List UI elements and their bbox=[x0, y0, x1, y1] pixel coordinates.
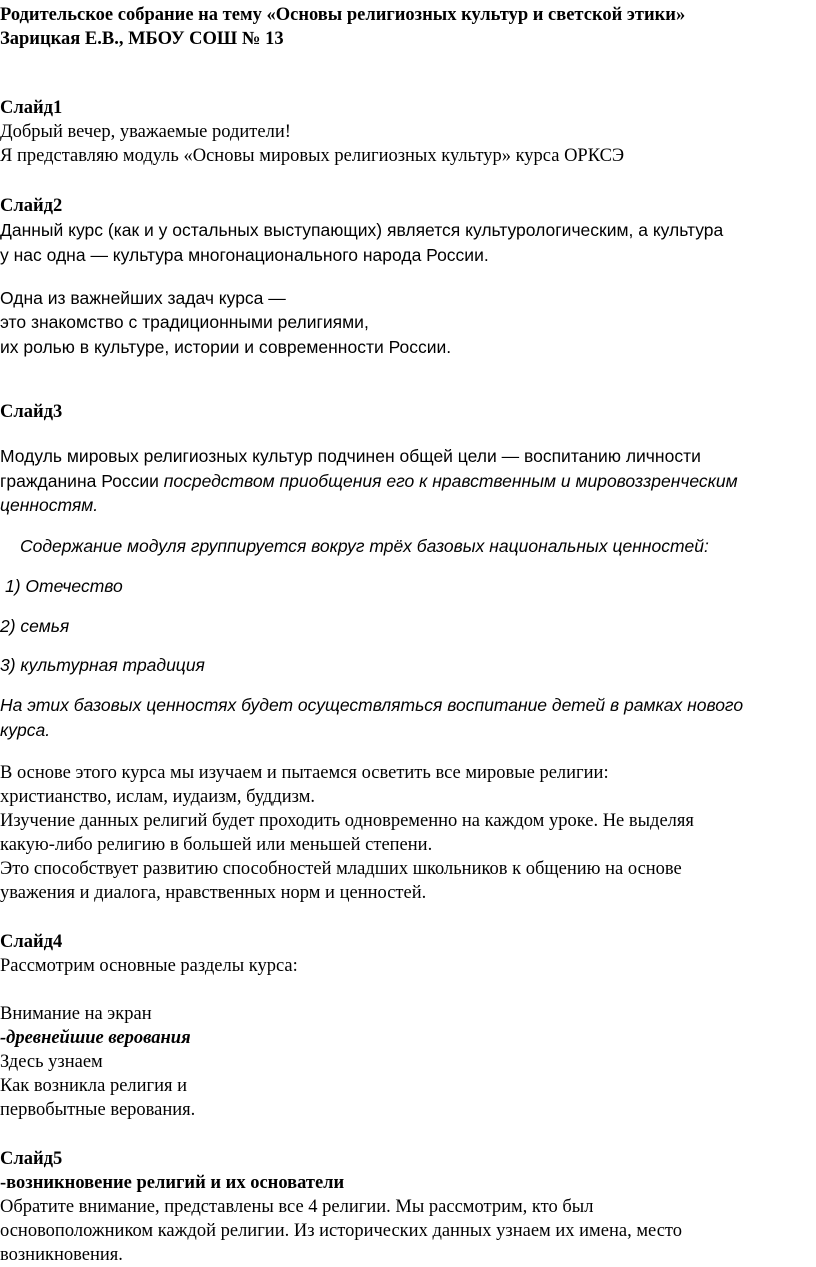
slide3-list-item: 1) Отечество bbox=[5, 576, 123, 596]
slide4-text-line: первобытные верования. bbox=[0, 1100, 196, 1120]
slide3-values-intro: Содержание модуля группируется вокруг трёх базовых национальных ценностей: bbox=[20, 536, 709, 556]
slide3-text-line: уважения и диалога, нравственных норм и ценностей. bbox=[0, 883, 427, 903]
slide4-text-line: Как возникла религия и bbox=[0, 1076, 188, 1096]
slide3-text-line: На этих базовых ценностях будет осуществляться воспитание детей в рамках нового bbox=[0, 695, 744, 715]
slide3-text-line: ценностям. bbox=[0, 495, 99, 515]
slide4-section-title: -древнейшие верования bbox=[0, 1028, 191, 1048]
slide2-text-line: это знакомство с традиционными религиями, bbox=[0, 312, 369, 332]
document-title-line-2: Зарицкая Е.В., МБОУ СОШ № 13 bbox=[0, 29, 284, 49]
slide2-text-line: их ролью в культуре, истории и современности России. bbox=[0, 337, 452, 357]
document-title-line-1: Родительское собрание на тему «Основы религиозных культур и светской этики» bbox=[0, 5, 686, 25]
slide2-heading: Слайд2 bbox=[0, 196, 63, 216]
slide3-text-line: Это способствует развитию способностей младших школьников к общению на основе bbox=[0, 859, 682, 879]
slide4-heading: Слайд4 bbox=[0, 932, 63, 952]
slide4-text-line: Внимание на экран bbox=[0, 1004, 152, 1024]
slide3-list-item: 2) семья bbox=[0, 616, 70, 636]
slide5-text-line: возникновения. bbox=[0, 1245, 123, 1265]
slide3-text-line: Изучение данных религий будет проходить одновременно на каждом уроке. Не выделяя bbox=[0, 811, 694, 831]
slide3-list-item: 3) культурная традиция bbox=[0, 655, 205, 675]
slide5-text-line: Обратите внимание, представлены все 4 религии. Мы рассмотрим, кто был bbox=[0, 1197, 594, 1217]
slide2-text-line: Одна из важнейших задач курса — bbox=[0, 288, 286, 308]
slide3-text-line bbox=[0, 469, 738, 493]
slide1-text-line: Добрый вечер, уважаемые родители! bbox=[0, 122, 291, 142]
slide2-text-line: Данный курс (как и у остальных выступающих) является культурологическим, а культура bbox=[0, 220, 724, 240]
slide2-text-line: у нас одна — культура многонационального народа России. bbox=[0, 245, 489, 265]
slide4-text-line: Здесь узнаем bbox=[0, 1052, 103, 1072]
slide4-text-line: Рассмотрим основные разделы курса: bbox=[0, 956, 298, 976]
slide3-text-line: христианство, ислам, иудаизм, буддизм. bbox=[0, 787, 316, 807]
slide3-text-normal: гражданина России bbox=[0, 471, 164, 491]
slide3-text-line: Модуль мировых религиозных культур подчинен общей цели — воспитанию личности bbox=[0, 446, 701, 466]
slide1-text-line: Я представляю модуль «Основы мировых религиозных культур» курса ОРКСЭ bbox=[0, 146, 625, 166]
slide5-text-line: основоположником каждой религии. Из исторических данных узнаем их имена, место bbox=[0, 1221, 683, 1241]
slide3-text-italic: посредством приобщения его к нравственным и мировоззренческим bbox=[163, 471, 738, 491]
slide3-text-line: В основе этого курса мы изучаем и пытаемся осветить все мировые религии: bbox=[0, 763, 609, 783]
slide3-heading: Слайд3 bbox=[0, 402, 63, 422]
slide5-heading: Слайд5 bbox=[0, 1149, 63, 1169]
slide3-text-line: какую-либо религию в большей или меньшей степени. bbox=[0, 835, 433, 855]
slide5-section-title: -возникновение религий и их основатели bbox=[0, 1173, 345, 1193]
slide1-heading: Слайд1 bbox=[0, 98, 63, 118]
slide3-text-line: курса. bbox=[0, 720, 51, 740]
